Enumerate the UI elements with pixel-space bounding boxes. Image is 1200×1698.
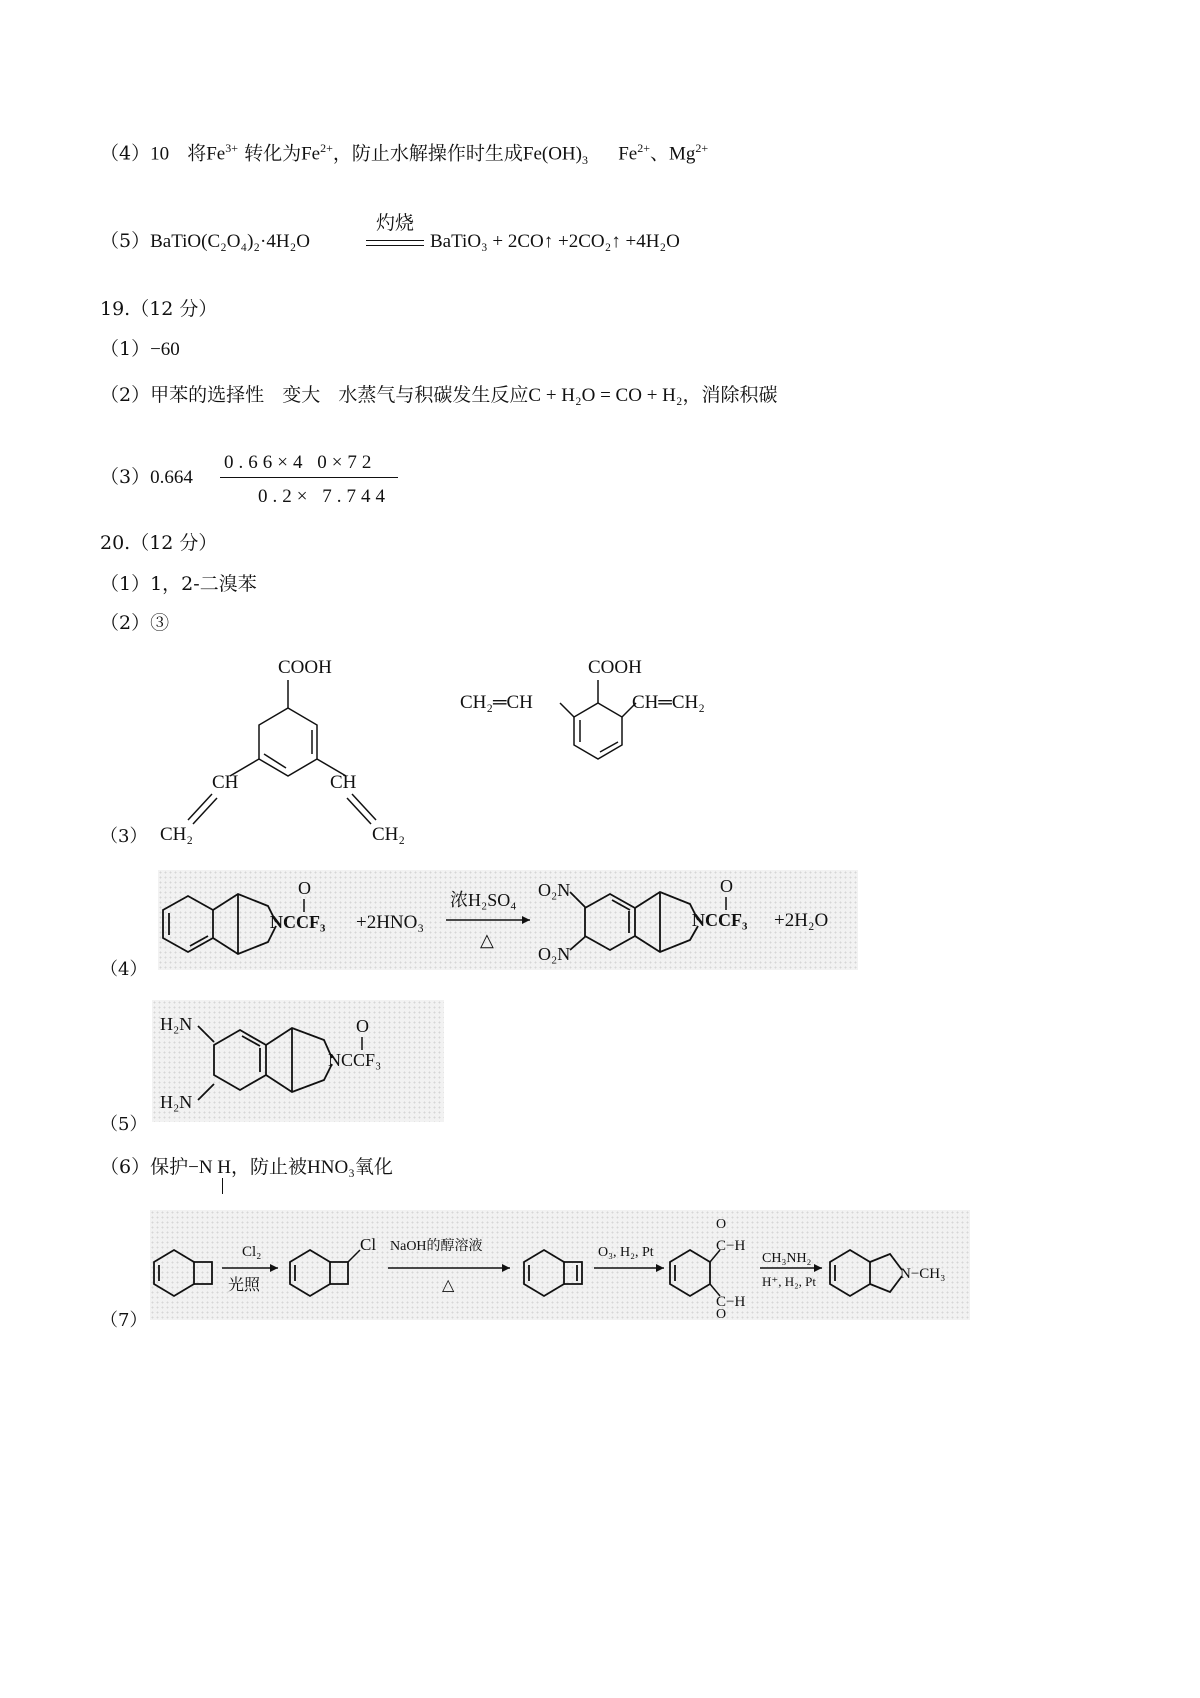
answer-text: 转化为 [244,142,302,165]
acyl-label: NCCF₃ [270,912,326,932]
q20-part6 [100,1158,393,1177]
reactant: BaTiO(C₂O₄)₂·4H₂O [150,231,310,252]
answer-text: ③ [150,612,170,634]
ch-label: CH [330,772,357,793]
aldehyde-group: C−H [716,1238,746,1254]
part-label: （4） [100,142,151,165]
condition-bottom: △ [480,930,494,950]
reagent: HNO₃ [307,1157,355,1178]
equation: C + H₂O = CO + H₂ [528,385,683,406]
ion-mg: Mg [668,143,696,165]
structure-2-6-divinylbenzoic-acid [450,648,750,788]
acyl-label: NCCF₃ [328,1050,382,1070]
ion-charge: 2+ [695,141,709,155]
ch2-label: CH₂ [372,824,406,845]
carbonyl-o: O [720,876,733,896]
q19-part3 [100,468,193,487]
part-label: （1） [100,573,151,595]
q18-part5 [100,232,310,251]
answer-text: ，防止水解操作时生成 [332,142,523,165]
nh-group: −N H [188,1157,232,1178]
fe-charge: 2+ [320,141,333,155]
part-label: （3） [100,466,151,488]
byproduct: +2H₂O [774,910,829,931]
q20-part1 [100,575,257,594]
ion-charge: 2+ [637,141,650,155]
carbonyl-o: O [298,878,311,898]
answer-text: ，防止被 [231,1156,308,1178]
part-label: （1） [100,338,151,360]
chlorine-label: Cl [360,1235,377,1254]
answer-text: 水蒸气与积碳发生反应 [338,384,529,406]
product-n-methyl: N−CH₃ [900,1266,946,1282]
answer-text: 将 [187,142,207,165]
answer-text: 甲苯的选择性 [150,384,265,406]
vinyl-right-label: CH═CH₂ [632,692,705,713]
cooh-label: COOH [588,657,642,678]
answer-text: 1，2-二溴苯 [150,573,257,595]
q19-part1 [100,340,180,359]
step1-condition: 光照 [228,1277,261,1294]
reaction-4-panel [158,870,858,970]
structure-5-diamine [152,1000,444,1122]
fe-symbol: Fe [206,143,226,165]
answer-text: 保护 [150,1156,189,1178]
fraction-numerator: 0.66×4 0×72 [224,452,377,473]
formula: Fe(OH) [522,143,582,165]
part-label: （7） [100,1310,148,1331]
double-line-arrow [366,240,424,246]
answer-text: 变大 [282,384,321,406]
part-label: （4） [100,959,148,980]
step3-reagent: O₃, H₂, Pt [598,1245,654,1260]
answer-value: −60 [150,339,180,360]
nitro-group: O₂N [538,944,571,964]
condition-top: 浓H₂SO₄ [450,890,517,910]
fraction-bar [220,477,398,478]
carbonyl-o: O [356,1016,369,1036]
part-label: （6） [100,1156,151,1178]
ch-label: CH [212,772,239,793]
nh-bond-stub [222,1178,223,1194]
step4-condition: H⁺, H₂, Pt [762,1274,817,1289]
q18-part4 [100,142,708,166]
cooh-label: COOH [278,657,332,678]
q20-part2 [100,614,169,633]
step2-condition: △ [442,1277,455,1294]
structure-5-panel [152,1000,444,1122]
answer-text: 氧化 [354,1156,393,1178]
reaction-4-scheme [158,870,858,970]
nitro-group: O₂N [538,880,571,900]
answer-value: 0.664 [150,467,193,488]
separator: 、 [649,142,669,165]
answer-value: 10 [150,143,170,165]
structure-3-5-divinylbenzoic-acid [140,648,440,848]
formula-sub: 3 [581,153,588,168]
nitric-acid: +2HNO₃ [356,912,425,933]
part-label: （2） [100,612,151,634]
reaction-7-scheme [150,1210,970,1320]
amino-group: H₂N [160,1014,193,1034]
ch2-label: CH₂ [160,824,194,845]
fe-charge: 3+ [225,141,239,155]
part-label: （2） [100,384,151,406]
amino-group: H₂N [160,1092,193,1112]
condition-text: 灼烧 [375,212,414,234]
q20-header: 20.（12 分） [100,532,218,554]
answer-text: ，消除积碳 [682,384,778,406]
reaction-7-panel [150,1210,970,1320]
aldehyde-group: C−H [716,1294,746,1310]
vinyl-left-label: CH₂═CH [460,692,533,713]
step4-reagent: CH₃NH₂ [762,1251,812,1266]
step2-reagent: NaOH的醇溶液 [390,1239,483,1254]
part-label: （3） [100,826,148,847]
q19-part2 [100,386,778,405]
fraction-denominator: 0.2× 7.744 [258,486,390,507]
condition-over-arrow [368,208,422,235]
q19-header: 19.（12 分） [100,298,218,320]
step1-reagent: Cl₂ [242,1244,262,1260]
aldehyde-o: O [716,1217,727,1232]
part-label: （5） [100,230,151,252]
acyl-label: NCCF₃ [692,910,748,930]
aldehyde-o: O [716,1307,727,1320]
ion-fe: Fe [618,143,638,165]
fe-symbol: Fe [301,143,321,165]
part-label: （5） [100,1114,148,1135]
products: BaTiO₃ + 2CO↑ +2CO₂↑ +4H₂O [430,231,680,252]
